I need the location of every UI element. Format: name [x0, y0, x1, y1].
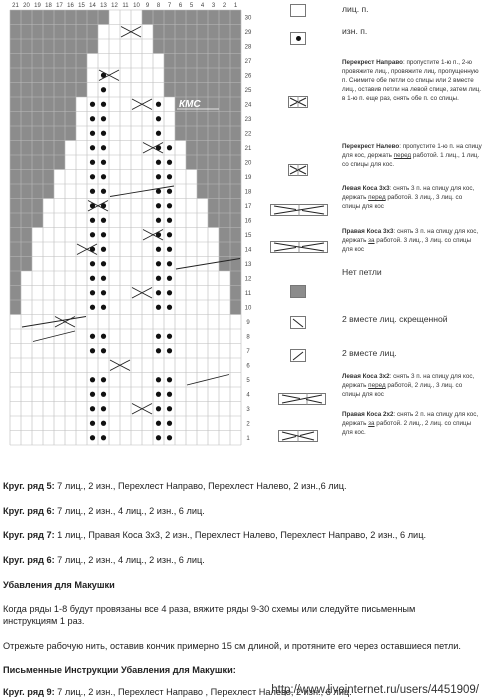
- column-number: 16: [67, 3, 74, 9]
- worked-row-area: [43, 213, 208, 228]
- no-stitch-symbol-icon: [290, 285, 306, 298]
- worked-row-area: [54, 170, 197, 185]
- column-number: 21: [12, 3, 19, 9]
- purl-symbol-icon: [290, 32, 306, 45]
- purl-dot: [156, 261, 161, 266]
- row-number: 5: [246, 377, 250, 384]
- legend-k2tog-label: 2 вместе лиц.: [342, 348, 397, 358]
- purl-dot: [101, 247, 106, 252]
- legend-left-cable-3x2: [270, 372, 483, 400]
- row-number: 24: [244, 102, 252, 109]
- purl-dot: [90, 421, 95, 426]
- legend-right-cable-2x2-text: Правая Коса 2х2: снять 2 п. на спицу для кос, держать за работой. 2 лиц., 2 лиц. со спицы для кос.: [342, 411, 479, 436]
- worked-row-area: [87, 54, 164, 69]
- row-number: 25: [244, 87, 252, 94]
- worked-row-area: [10, 387, 241, 402]
- legend-left-cable-3x3-text: Левая Коса 3х3: снять 3 п. на спицу для кос, держать перед работой. 3 лиц., 3 лиц. со спицы для кос: [342, 185, 475, 210]
- row-number: 22: [244, 131, 252, 138]
- purl-dot: [156, 392, 161, 397]
- instruction-round-5: Круг. ряд 5: 7 лиц., 2 изн., Перехлест Направо, Перехлест Налево, 2 изн.,6 лиц.: [3, 481, 347, 491]
- purl-dot: [167, 276, 172, 281]
- row-number: 23: [244, 116, 252, 123]
- purl-dot: [156, 334, 161, 339]
- purl-dot: [156, 377, 161, 382]
- instruction-round-7: Круг. ряд 7: 1 лиц., Правая Коса 3х3, 2 изн., Перехлест Налево, Перехлест Направо, 2 изн., 6 лиц.: [3, 530, 427, 540]
- purl-dot: [90, 218, 95, 223]
- worked-row-area: [21, 271, 230, 286]
- purl-dot: [101, 102, 106, 107]
- row-number: 30: [244, 15, 252, 22]
- purl-dot: [156, 116, 161, 121]
- column-number: 5: [189, 3, 194, 9]
- purl-dot: [101, 392, 106, 397]
- purl-dot: [156, 348, 161, 353]
- purl-dot: [101, 348, 106, 353]
- worked-row-area: [43, 199, 208, 214]
- legend-left-cable-3x2-text: Левая Коса 3х2: снять 3 п. на спицу для кос, держать перед работой, 2 лиц., 3 лиц. со спицы для кос: [342, 373, 475, 398]
- purl-dot: [101, 261, 106, 266]
- row-number: 21: [244, 145, 252, 152]
- purl-dot: [167, 232, 172, 237]
- purl-dot: [156, 189, 161, 194]
- purl-dot: [156, 247, 161, 252]
- purl-dot: [90, 392, 95, 397]
- column-number: 3: [211, 3, 216, 9]
- legend-k2tog-tbl-label: 2 вместе лиц. скрещенной: [342, 314, 448, 324]
- worked-row-area: [32, 242, 219, 257]
- column-number: 6: [178, 3, 183, 9]
- purl-dot: [90, 406, 95, 411]
- purl-dot: [156, 218, 161, 223]
- legend-right-cross: [270, 58, 483, 138]
- legend: [270, 0, 483, 458]
- purl-dot: [101, 276, 106, 281]
- purl-dot: [90, 290, 95, 295]
- legend-left-cross-text: Перекрест Налево: пропустите 1-ю п. на спицу для кос, держать перед работой. 1 лиц., 1 лиц. со спицы для кос.: [342, 143, 482, 168]
- column-number: 7: [167, 3, 172, 9]
- purl-dot: [90, 305, 95, 310]
- purl-dot: [90, 435, 95, 440]
- purl-dot: [90, 189, 95, 194]
- purl-dot: [90, 131, 95, 136]
- purl-dot: [90, 334, 95, 339]
- purl-dot: [101, 290, 106, 295]
- purl-dot: [101, 218, 106, 223]
- purl-dot: [101, 232, 106, 237]
- purl-dot: [167, 145, 172, 150]
- row-number: 20: [244, 160, 252, 167]
- chart-grid: [0, 0, 268, 458]
- purl-dot: [167, 406, 172, 411]
- purl-dot: [101, 131, 106, 136]
- k2tog-icon: [290, 349, 306, 362]
- instruction-round-6a: Круг. ряд 6: 7 лиц., 2 изн., 4 лиц., 2 изн., 6 лиц.: [3, 506, 205, 516]
- purl-dot: [90, 276, 95, 281]
- purl-dot: [156, 421, 161, 426]
- column-number: 1: [233, 3, 238, 9]
- worked-row-area: [32, 228, 219, 243]
- worked-row-area: [10, 329, 241, 344]
- worked-row-area: [21, 286, 230, 301]
- purl-dot: [101, 406, 106, 411]
- legend-knit: [270, 2, 483, 18]
- row-number: 19: [244, 174, 252, 181]
- purl-dot: [156, 305, 161, 310]
- row-number: 9: [246, 319, 250, 326]
- purl-dot: [156, 131, 161, 136]
- purl-dot: [101, 116, 106, 121]
- purl-dot: [156, 276, 161, 281]
- legend-purl-label: изн. п.: [342, 26, 368, 36]
- worked-row-area: [21, 300, 230, 315]
- row-number: 6: [246, 363, 250, 370]
- purl-dot: [156, 290, 161, 295]
- knitting-chart: [0, 0, 268, 458]
- purl-dot: [90, 232, 95, 237]
- purl-dot: [101, 160, 106, 165]
- purl-dot: [167, 247, 172, 252]
- column-number: 11: [122, 3, 129, 9]
- column-number: 13: [100, 3, 107, 9]
- column-number: 19: [34, 3, 41, 9]
- row-number: 10: [244, 305, 252, 312]
- knit-symbol-icon: [290, 4, 306, 17]
- purl-dot: [101, 305, 106, 310]
- purl-dot: [90, 102, 95, 107]
- row-number: 3: [246, 406, 250, 413]
- purl-dot: [167, 377, 172, 382]
- purl-dot: [101, 435, 106, 440]
- column-number: 2: [222, 3, 227, 9]
- worked-row-area: [54, 184, 197, 199]
- legend-right-cable-2x2: [270, 410, 483, 440]
- purl-dot: [167, 174, 172, 179]
- legend-k2tog-tbl: [270, 312, 483, 330]
- purl-dot: [90, 116, 95, 121]
- purl-dot: [156, 160, 161, 165]
- row-number: 11: [244, 290, 252, 297]
- worked-row-area: [10, 358, 241, 373]
- purl-dot: [90, 261, 95, 266]
- legend-k2tog: [270, 346, 483, 364]
- k2tog-tbl-icon: [290, 316, 306, 329]
- purl-dot: [167, 305, 172, 310]
- logo-text: КМС: [179, 99, 201, 110]
- purl-dot: [90, 145, 95, 150]
- purl-dot: [167, 421, 172, 426]
- column-number: 8: [156, 3, 161, 9]
- left-cable-3x2-icon: [278, 393, 326, 405]
- column-number: 18: [45, 3, 52, 9]
- legend-right-cable-3x3-text: Правая Коса 3х3: снять 3 п. на спицу для кос, держать за работой. 3 лиц., 3 лиц. со спицы для кос: [342, 228, 479, 253]
- worked-row-area: [10, 431, 241, 446]
- legend-knit-label: лиц. п.: [342, 4, 369, 14]
- instruction-round-6b: Круг. ряд 6: 7 лиц., 2 изн., 4 лиц., 2 изн., 6 лиц.: [3, 555, 205, 565]
- purl-dot: [167, 218, 172, 223]
- written-decrease-heading: Письменные Инструкции Убавления для Макушки:: [3, 665, 236, 675]
- worked-row-area: [109, 10, 142, 25]
- worked-row-area: [10, 416, 241, 431]
- purl-dot: [101, 189, 106, 194]
- column-number: 12: [111, 3, 118, 9]
- row-number: 29: [244, 29, 252, 36]
- purl-dot: [167, 203, 172, 208]
- worked-row-area: [98, 39, 153, 54]
- left-cable-3x3-icon: [270, 204, 328, 216]
- purl-dot: [101, 421, 106, 426]
- purl-dot: [90, 160, 95, 165]
- purl-dot: [101, 174, 106, 179]
- row-number: 12: [244, 276, 252, 283]
- row-number: 2: [246, 421, 250, 428]
- column-number: 4: [200, 3, 205, 9]
- row-number: 26: [244, 73, 252, 80]
- column-number: 20: [23, 3, 30, 9]
- purl-dot: [167, 334, 172, 339]
- purl-dot: [90, 174, 95, 179]
- purl-dot: [167, 160, 172, 165]
- purl-dot: [167, 261, 172, 266]
- purl-dot: [156, 203, 161, 208]
- legend-no-stitch-label: Нет петли: [342, 267, 382, 277]
- right-cross-icon: [288, 96, 308, 108]
- cut-yarn-paragraph: Отрежьте рабочую нить, оставив кончик примерно 15 см длиной, и протяните его через оставшиеся петли.: [3, 641, 461, 651]
- purl-dot: [101, 145, 106, 150]
- legend-purl: [270, 26, 483, 46]
- purl-dot: [156, 174, 161, 179]
- decrease-heading: Убавления для Макушки: [3, 580, 115, 590]
- column-number: 15: [78, 3, 85, 9]
- row-number: 15: [244, 232, 252, 239]
- row-number: 4: [246, 392, 250, 399]
- purl-dot: [167, 189, 172, 194]
- purl-dot: [90, 377, 95, 382]
- purl-dot: [101, 87, 106, 92]
- worked-row-area: [98, 25, 153, 40]
- column-number: 14: [89, 3, 96, 9]
- right-cable-2x2-icon: [278, 430, 318, 442]
- worked-row-area: [32, 257, 219, 272]
- row-number: 8: [246, 334, 250, 341]
- worked-row-area: [10, 315, 241, 330]
- legend-no-stitch: [270, 268, 483, 304]
- row-number: 7: [246, 348, 250, 355]
- instruction-round-9: Круг. ряд 9: 7 лиц., 2 изн., Перехлест Направо , Перехлест Налево, 2 изн., 6 лиц.: [3, 687, 352, 697]
- legend-left-cable-3x3: [270, 184, 483, 214]
- purl-dot: [156, 435, 161, 440]
- purl-dot: [101, 377, 106, 382]
- purl-dot: [90, 348, 95, 353]
- purl-dot: [167, 348, 172, 353]
- legend-right-cross-text: Перекрест Направо: пропустите 1-ю п., 2-ю провяжите лиц., провяжите лиц. пропущенную п. Снимите обе петли со спицы или 2 вместе лиц., оставив петли на левой спице, затем лиц. в 1-ю п. еще раз, снять обе п. со спицы.: [342, 59, 482, 102]
- legend-right-cable-3x3: [270, 227, 483, 257]
- left-cross-icon: [288, 164, 308, 176]
- row-number: 28: [244, 44, 252, 51]
- watermark-url: http://www.liveinternet.ru/users/4451909/: [271, 684, 479, 696]
- row-number: 16: [244, 218, 252, 225]
- decrease-paragraph: Когда ряды 1-8 будут провязаны все 4 раза, вяжите ряды 9-30 схемы или следуйте письменным инструкциям 1 раз.: [3, 604, 416, 626]
- row-number: 17: [244, 203, 252, 210]
- row-number: 14: [244, 247, 252, 254]
- worked-row-area: [87, 68, 164, 83]
- column-number: 9: [145, 3, 150, 9]
- row-number: 18: [244, 189, 252, 196]
- purl-dot: [167, 435, 172, 440]
- column-number: 10: [133, 3, 140, 9]
- legend-left-cross: [270, 142, 483, 182]
- row-number: 13: [244, 261, 252, 268]
- worked-row-area: [87, 83, 164, 98]
- purl-dot: [156, 406, 161, 411]
- column-number: 17: [56, 3, 63, 9]
- worked-row-area: [10, 344, 241, 359]
- row-number: 27: [244, 58, 252, 65]
- purl-dot: [167, 392, 172, 397]
- purl-dot: [101, 334, 106, 339]
- purl-dot: [156, 102, 161, 107]
- purl-dot: [167, 290, 172, 295]
- worked-row-area: [10, 402, 241, 417]
- row-number: 1: [246, 435, 250, 442]
- right-cable-3x3-icon: [270, 241, 328, 253]
